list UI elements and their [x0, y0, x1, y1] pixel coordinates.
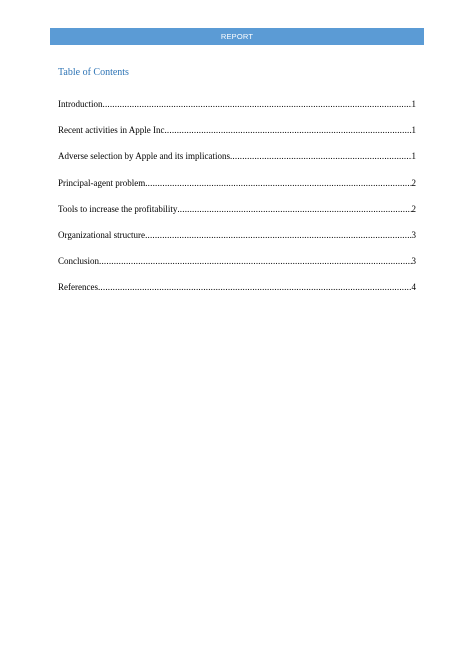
toc-entry-page-number: 2 — [411, 177, 416, 188]
toc-entry-label: References — [58, 282, 98, 293]
toc-entry-label: Organizational structure — [58, 229, 146, 240]
toc-entry-page-number: 1 — [411, 99, 416, 109]
toc-entry-organizational-structure[interactable] — [58, 230, 416, 256]
toc-dot-leader — [177, 204, 411, 214]
toc-entry-references[interactable] — [58, 282, 416, 308]
toc-entry-page-number: 2 — [411, 203, 416, 214]
toc-entry-page-number: 1 — [411, 151, 416, 162]
toc-entry-label: Recent activities in Apple Inc — [58, 125, 165, 136]
toc-entry-label: Tools to increase the profitability — [58, 203, 178, 214]
toc-entry-label: Principal-agent problem — [58, 177, 146, 188]
toc-entry-principal-agent[interactable] — [58, 178, 416, 204]
toc-entry-recent-activities[interactable] — [58, 125, 416, 151]
toc-entry-page-number: 3 — [411, 229, 416, 240]
toc-entry-page-number: 1 — [411, 125, 416, 136]
toc-dot-leader — [103, 99, 412, 109]
toc-entry-page-number: 4 — [411, 282, 416, 293]
toc-title: Table of Contents — [58, 67, 129, 78]
toc-dot-leader — [230, 151, 412, 161]
toc-list — [58, 99, 416, 309]
toc-dot-leader — [99, 256, 411, 266]
toc-entry-conclusion[interactable] — [58, 256, 416, 282]
toc-entry-adverse-selection[interactable] — [58, 151, 416, 177]
report-header-bar — [50, 28, 424, 45]
toc-entry-label: Conclusion — [58, 256, 100, 267]
toc-dot-leader — [164, 125, 411, 135]
toc-entry-tools-profitability[interactable] — [58, 204, 416, 230]
toc-entry-label: Introduction — [58, 99, 103, 109]
toc-dot-leader — [145, 178, 411, 188]
report-header-title: REPORT — [220, 32, 254, 41]
toc-entry-introduction[interactable] — [58, 99, 416, 125]
toc-entry-label: Adverse selection by Apple and its implications — [58, 151, 230, 162]
toc-dot-leader — [145, 230, 411, 240]
toc-dot-leader — [98, 282, 412, 292]
toc-entry-page-number: 3 — [411, 256, 416, 267]
